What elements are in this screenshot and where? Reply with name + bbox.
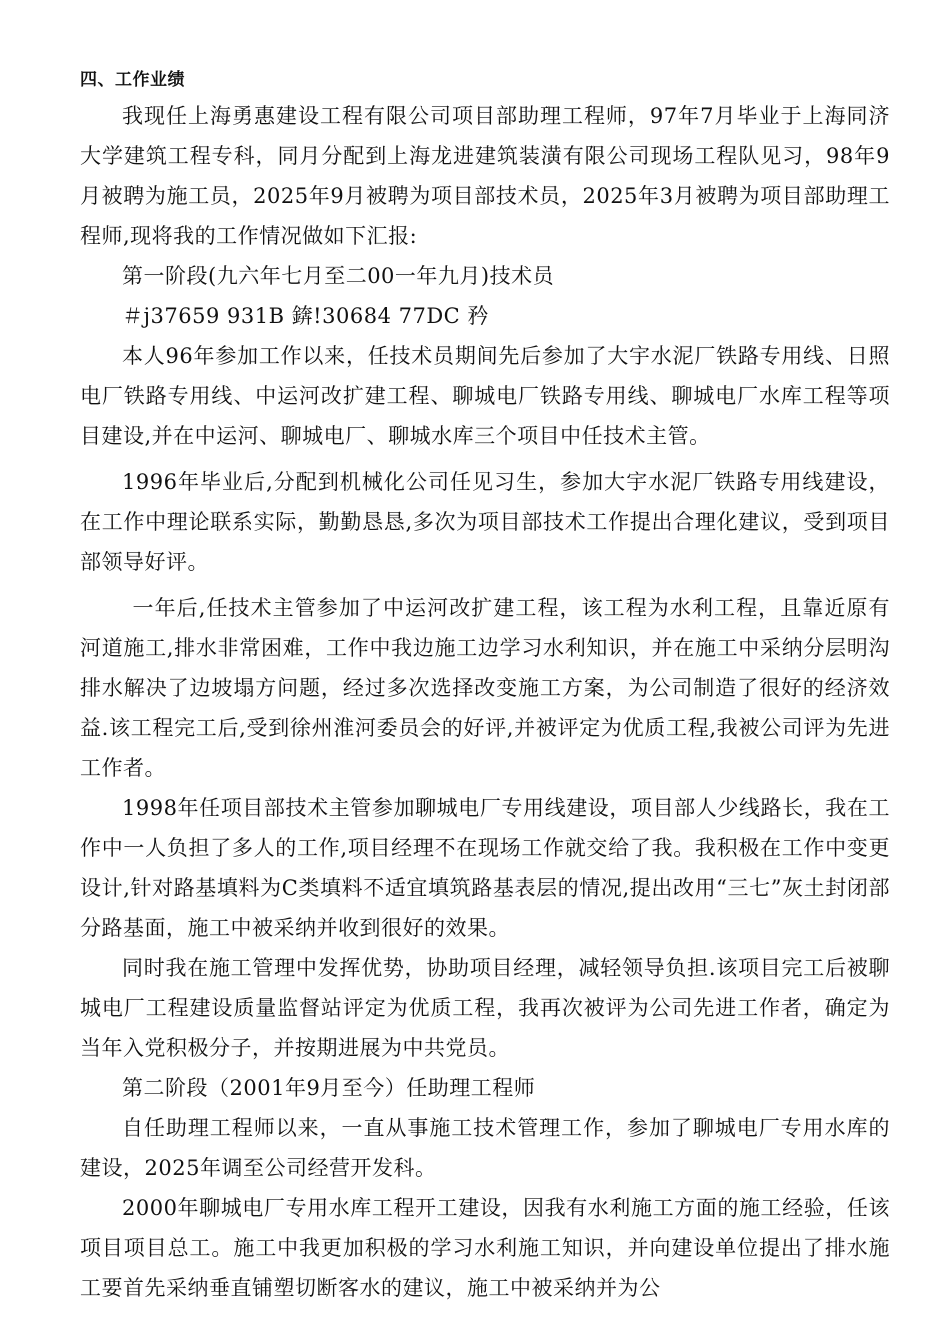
paragraph-assistant-engineer: 自任助理工程师以来，一直从事施工技术管理工作，参加了聊城电厂专用水库的建设，2025年调至公司经营开发科。 xyxy=(80,1116,890,1180)
paragraph-1996: 1996年毕业后,分配到机械化公司任见习生，参加大宇水泥厂铁路专用线建设，在工作中理论联系实际，勤勤恳恳,多次为项目部技术工作提出合理化建议，受到项目部领导好评。 xyxy=(80,470,891,574)
section-title: 四、工作业绩 xyxy=(80,70,185,90)
paragraph-1998: 1998年任项目部技术主管参加聊城电厂专用线建设，项目部人少线路长，我在工作中一人负担了多人的工作,项目经理不在现场工作就交给了我。我积极在工作中变更设计,针对路基填料为C类填料不适宜填筑路基表层的情况,提出改用“三七”灰土封闭部分路基面，施工中被采纳并收到很好的效果。 xyxy=(80,796,891,940)
stage-two-heading: 第二阶段（2001年9月至今）任助理工程师 xyxy=(122,1076,536,1100)
paragraph-one-year-later: 一年后,任技术主管参加了中运河改扩建工程，该工程为水利工程，且靠近原有河道施工,排水非常困难，工作中我边施工边学习水利知识，并在施工中采纳分层明沟排水解决了边坡塌方问题，经过多次选择改变施工方案，为公司制造了很好的经济效益.该工程完工后,受到徐州淮河委员会的好评,并被评定为优质工程,我被公司评为先进工作者。 xyxy=(80,596,891,780)
garbled-text-line: ＃j37659 931B 錛!30684 77DC 矜 xyxy=(122,304,489,328)
paragraph-management: 同时我在施工管理中发挥优势，协助项目经理，减轻领导负担.该项目完工后被聊城电厂工程建设质量监督站评定为优质工程，我再次被评为公司先进工作者，确定为当年入党积极分子，并按期进展为中共党员。 xyxy=(80,956,890,1060)
document-page xyxy=(80,64,890,1308)
stage-one-heading: 第一阶段(九六年七月至二00一年九月)技术员 xyxy=(122,264,555,288)
paragraph-intro: 我现任上海勇惠建设工程有限公司项目部助理工程师，97年7月毕业于上海同济大学建筑工程专科，同月分配到上海龙进建筑装潢有限公司现场工程队见习，98年9月被聘为施工员，2025年9月被聘为项目部技术员，2025年3月被聘为项目部助理工程师,现将我的工作情况做如下汇报: xyxy=(80,104,890,248)
paragraph-stage-one-summary: 本人96年参加工作以来，任技术员期间先后参加了大宇水泥厂铁路专用线、日照电厂铁路专用线、中运河改扩建工程、聊城电厂铁路专用线、聊城电厂水库工程等项目建设,并在中运河、聊城电厂、聊城水库三个项目中任技术主管。 xyxy=(80,344,890,448)
paragraph-2000: 2000年聊城电厂专用水库工程开工建设，因我有水利施工方面的施工经验，任该项目项目总工。施工中我更加积极的学习水利施工知识，并向建设单位提出了排水施工要首先采纳垂直铺塑切断客水的建议，施工中被采纳并为公 xyxy=(80,1196,890,1300)
